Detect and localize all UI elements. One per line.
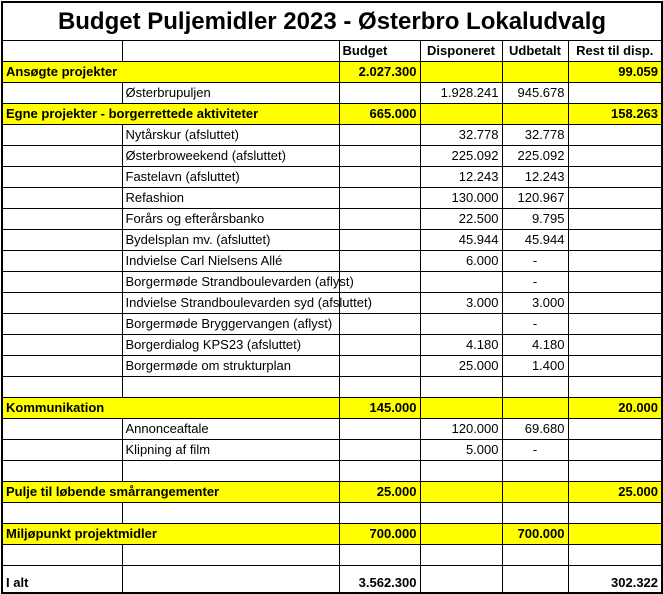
section-label: Kommunikation [2,398,339,419]
item-name: Borgermøde Strandboulevarden (aflyst) [122,272,339,293]
item-name: Borgermøde Bryggervangen (aflyst) [122,314,339,335]
spacer-row [2,461,662,482]
item-udbetalt: 9.795 [502,209,568,230]
item-disponeret: 12.243 [420,167,502,188]
item-udbetalt: 120.967 [502,188,568,209]
item-disponeret: 225.092 [420,146,502,167]
section-rest: 25.000 [568,482,662,503]
item-udbetalt: 945.678 [502,83,568,104]
section-rest: 158.263 [568,104,662,125]
item-name: Nytårskur (afsluttet) [122,125,339,146]
total-row [2,566,662,594]
section-udbetalt: 700.000 [502,524,568,545]
item-disponeret: 25.000 [420,356,502,377]
section-label: Ansøgte projekter [2,62,339,83]
section-row-kommunikation [2,398,662,419]
table-row [2,146,662,167]
table-row [2,272,662,293]
item-name: Indvielse Strandboulevarden syd (afsluttet) [122,293,339,314]
item-disponeret [420,272,502,293]
item-disponeret: 3.000 [420,293,502,314]
item-name: Borgerdialog KPS23 (afsluttet) [122,335,339,356]
section-budget: 25.000 [339,482,420,503]
section-label: Egne projekter - borgerrettede aktiviteter [2,104,339,125]
table-row [2,209,662,230]
table-row [2,293,662,314]
item-name: Klipning af film [122,440,339,461]
item-disponeret: 6.000 [420,251,502,272]
item-disponeret: 32.778 [420,125,502,146]
item-name: Bydelsplan mv. (afsluttet) [122,230,339,251]
item-disponeret: 45.944 [420,230,502,251]
item-name: Forårs og efterårsbanko [122,209,339,230]
item-disponeret: 130.000 [420,188,502,209]
total-label: I alt [2,566,122,594]
item-disponeret [420,314,502,335]
item-name: Østerbrupuljen [122,83,339,104]
item-udbetalt: 4.180 [502,335,568,356]
item-udbetalt: - [502,440,568,461]
table-row [2,335,662,356]
item-name: Annonceaftale [122,419,339,440]
section-rest: 20.000 [568,398,662,419]
table-row [2,314,662,335]
item-disponeret: 1.928.241 [420,83,502,104]
section-budget: 700.000 [339,524,420,545]
item-disponeret: 5.000 [420,440,502,461]
item-udbetalt: 69.680 [502,419,568,440]
header-rest: Rest til disp. [568,41,662,62]
item-udbetalt: 1.400 [502,356,568,377]
section-row-ansogte [2,62,662,83]
total-budget: 3.562.300 [339,566,420,594]
spacer-row [2,545,662,566]
table-row [2,356,662,377]
header-disponeret: Disponeret [420,41,502,62]
header-udbetalt: Udbetalt [502,41,568,62]
budget-sheet [1,1,661,592]
item-disponeret: 120.000 [420,419,502,440]
item-name: Refashion [122,188,339,209]
item-udbetalt: 32.778 [502,125,568,146]
item-udbetalt: 45.944 [502,230,568,251]
budget-table [1,1,663,594]
total-rest: 302.322 [568,566,662,594]
table-row [2,167,662,188]
table-row [2,83,662,104]
item-name: Fastelavn (afsluttet) [122,167,339,188]
spacer-row [2,377,662,398]
item-name: Indvielse Carl Nielsens Allé [122,251,339,272]
section-budget: 145.000 [339,398,420,419]
section-row-miljo [2,524,662,545]
table-row [2,125,662,146]
table-row [2,440,662,461]
page-title: Budget Puljemidler 2023 - Østerbro Lokaludvalg [2,2,662,41]
item-udbetalt: - [502,272,568,293]
spacer-row [2,503,662,524]
section-budget: 2.027.300 [339,62,420,83]
item-name: Østerbroweekend (afsluttet) [122,146,339,167]
item-udbetalt: 225.092 [502,146,568,167]
item-udbetalt: - [502,251,568,272]
section-rest: 99.059 [568,62,662,83]
section-row-egne [2,104,662,125]
header-budget: Budget [339,41,420,62]
section-label: Pulje til løbende smårrangementer [2,482,339,503]
item-udbetalt: 3.000 [502,293,568,314]
section-label: Miljøpunkt projektmidler [2,524,339,545]
item-name: Borgermøde om strukturplan [122,356,339,377]
section-budget: 665.000 [339,104,420,125]
table-row [2,188,662,209]
table-row [2,419,662,440]
table-row [2,230,662,251]
item-disponeret: 4.180 [420,335,502,356]
item-udbetalt: 12.243 [502,167,568,188]
item-disponeret: 22.500 [420,209,502,230]
header-row [2,41,662,62]
title-row [2,2,662,41]
table-row [2,251,662,272]
item-udbetalt: - [502,314,568,335]
section-row-pulje [2,482,662,503]
